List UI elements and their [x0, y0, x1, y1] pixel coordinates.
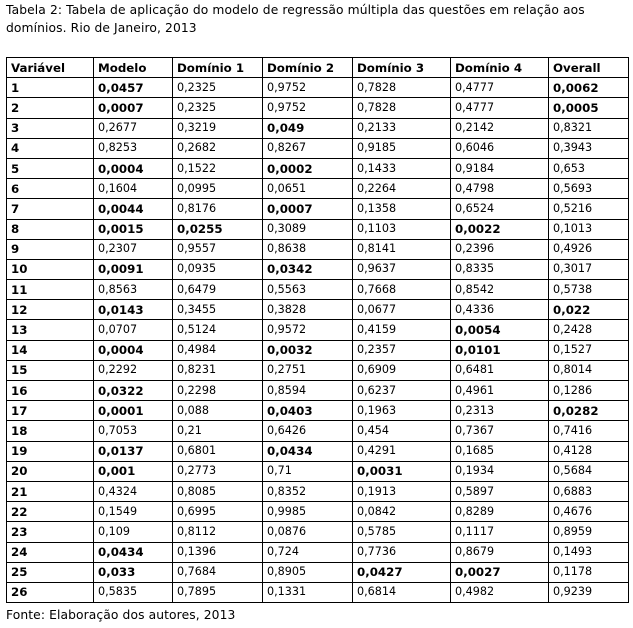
table-row [7, 522, 629, 542]
cell-modelo: 0,5835 [94, 582, 173, 602]
cell-overall: 0,0062 [549, 78, 629, 98]
cell-dominio-3: 0,6814 [353, 582, 451, 602]
cell-variavel: 22 [7, 502, 94, 522]
table-row [7, 542, 629, 562]
cell-modelo: 0,2677 [94, 118, 173, 138]
cell-dominio-4: 0,1685 [451, 441, 549, 461]
cell-modelo: 0,0015 [94, 219, 173, 239]
cell-overall: 0,5693 [549, 179, 629, 199]
cell-dominio-2: 0,8594 [263, 381, 353, 401]
header-overall: Overall [549, 58, 629, 78]
regression-table [6, 57, 629, 603]
cell-dominio-1: 0,5124 [173, 320, 263, 340]
cell-overall: 0,0005 [549, 98, 629, 118]
cell-dominio-4: 0,7367 [451, 421, 549, 441]
cell-modelo: 0,2307 [94, 239, 173, 259]
cell-variavel: 24 [7, 542, 94, 562]
table-row [7, 300, 629, 320]
table-row [7, 441, 629, 461]
table-row [7, 360, 629, 380]
cell-dominio-2: 0,9752 [263, 78, 353, 98]
cell-dominio-3: 0,1433 [353, 158, 451, 178]
cell-dominio-4: 0,5897 [451, 481, 549, 501]
cell-variavel: 15 [7, 360, 94, 380]
cell-dominio-1: 0,0255 [173, 219, 263, 239]
header-dominio-1: Domínio 1 [173, 58, 263, 78]
cell-overall: 0,4128 [549, 441, 629, 461]
cell-overall: 0,5216 [549, 199, 629, 219]
header-dominio-3: Domínio 3 [353, 58, 451, 78]
cell-dominio-1: 0,1522 [173, 158, 263, 178]
cell-dominio-1: 0,8112 [173, 522, 263, 542]
cell-dominio-4: 0,9184 [451, 158, 549, 178]
cell-overall: 0,4926 [549, 239, 629, 259]
table-row [7, 461, 629, 481]
cell-modelo: 0,8563 [94, 280, 173, 300]
cell-modelo: 0,1549 [94, 502, 173, 522]
cell-modelo: 0,1604 [94, 179, 173, 199]
cell-dominio-2: 0,71 [263, 461, 353, 481]
cell-dominio-1: 0,088 [173, 401, 263, 421]
table-row [7, 219, 629, 239]
cell-dominio-4: 0,4777 [451, 98, 549, 118]
table-row [7, 280, 629, 300]
cell-overall: 0,3943 [549, 138, 629, 158]
table-row [7, 78, 629, 98]
table-row [7, 562, 629, 582]
cell-overall: 0,9239 [549, 582, 629, 602]
cell-variavel: 13 [7, 320, 94, 340]
cell-dominio-4: 0,2313 [451, 401, 549, 421]
cell-dominio-3: 0,0677 [353, 300, 451, 320]
cell-dominio-3: 0,6909 [353, 360, 451, 380]
cell-dominio-3: 0,2264 [353, 179, 451, 199]
table-row [7, 199, 629, 219]
cell-variavel: 26 [7, 582, 94, 602]
cell-dominio-1: 0,2298 [173, 381, 263, 401]
cell-variavel: 14 [7, 340, 94, 360]
cell-dominio-2: 0,0651 [263, 179, 353, 199]
table-caption: Tabela 2: Tabela de aplicação do modelo de regressão múltipla das questões em relação aos domínios. Rio de Janeiro, 2013 [6, 3, 585, 35]
cell-dominio-1: 0,0995 [173, 179, 263, 199]
cell-dominio-1: 0,4984 [173, 340, 263, 360]
cell-overall: 0,5684 [549, 461, 629, 481]
cell-variavel: 19 [7, 441, 94, 461]
cell-variavel: 21 [7, 481, 94, 501]
cell-modelo: 0,8253 [94, 138, 173, 158]
header-variavel: Variável [7, 58, 94, 78]
cell-dominio-1: 0,2325 [173, 98, 263, 118]
cell-modelo: 0,0091 [94, 259, 173, 279]
cell-dominio-3: 0,0842 [353, 502, 451, 522]
table-row [7, 158, 629, 178]
table-row [7, 401, 629, 421]
cell-dominio-2: 0,049 [263, 118, 353, 138]
cell-modelo: 0,0007 [94, 98, 173, 118]
cell-variavel: 9 [7, 239, 94, 259]
cell-dominio-2: 0,9752 [263, 98, 353, 118]
cell-dominio-3: 0,1103 [353, 219, 451, 239]
cell-variavel: 2 [7, 98, 94, 118]
cell-dominio-4: 0,4777 [451, 78, 549, 98]
cell-modelo: 0,001 [94, 461, 173, 481]
cell-dominio-1: 0,6801 [173, 441, 263, 461]
cell-dominio-4: 0,8289 [451, 502, 549, 522]
cell-dominio-2: 0,3089 [263, 219, 353, 239]
cell-dominio-2: 0,8905 [263, 562, 353, 582]
cell-modelo: 0,0143 [94, 300, 173, 320]
table-row [7, 320, 629, 340]
cell-dominio-2: 0,8638 [263, 239, 353, 259]
cell-dominio-2: 0,1331 [263, 582, 353, 602]
cell-dominio-2: 0,3828 [263, 300, 353, 320]
cell-overall: 0,2428 [549, 320, 629, 340]
cell-variavel: 16 [7, 381, 94, 401]
cell-variavel: 6 [7, 179, 94, 199]
cell-overall: 0,653 [549, 158, 629, 178]
cell-overall: 0,7416 [549, 421, 629, 441]
cell-overall: 0,5738 [549, 280, 629, 300]
cell-dominio-2: 0,0007 [263, 199, 353, 219]
cell-dominio-1: 0,0935 [173, 259, 263, 279]
cell-dominio-4: 0,8542 [451, 280, 549, 300]
cell-dominio-1: 0,8231 [173, 360, 263, 380]
cell-dominio-2: 0,724 [263, 542, 353, 562]
cell-modelo: 0,0322 [94, 381, 173, 401]
table-row [7, 381, 629, 401]
table-row [7, 138, 629, 158]
header-modelo: Modelo [94, 58, 173, 78]
cell-dominio-1: 0,7895 [173, 582, 263, 602]
cell-dominio-4: 0,1117 [451, 522, 549, 542]
cell-dominio-2: 0,9985 [263, 502, 353, 522]
cell-overall: 0,1178 [549, 562, 629, 582]
cell-dominio-2: 0,0342 [263, 259, 353, 279]
cell-dominio-4: 0,6524 [451, 199, 549, 219]
cell-variavel: 20 [7, 461, 94, 481]
cell-dominio-1: 0,9557 [173, 239, 263, 259]
cell-dominio-1: 0,2773 [173, 461, 263, 481]
cell-dominio-4: 0,8679 [451, 542, 549, 562]
table-row [7, 340, 629, 360]
table-row [7, 481, 629, 501]
table-row [7, 118, 629, 138]
cell-variavel: 5 [7, 158, 94, 178]
cell-dominio-3: 0,0031 [353, 461, 451, 481]
cell-overall: 0,4676 [549, 502, 629, 522]
cell-dominio-1: 0,7684 [173, 562, 263, 582]
cell-dominio-3: 0,454 [353, 421, 451, 441]
cell-dominio-4: 0,0022 [451, 219, 549, 239]
cell-modelo: 0,0004 [94, 340, 173, 360]
cell-variavel: 17 [7, 401, 94, 421]
cell-dominio-4: 0,0101 [451, 340, 549, 360]
cell-variavel: 23 [7, 522, 94, 542]
cell-dominio-3: 0,2133 [353, 118, 451, 138]
cell-modelo: 0,4324 [94, 481, 173, 501]
cell-dominio-4: 0,4798 [451, 179, 549, 199]
cell-dominio-3: 0,5785 [353, 522, 451, 542]
cell-dominio-1: 0,2682 [173, 138, 263, 158]
cell-variavel: 18 [7, 421, 94, 441]
cell-dominio-2: 0,9572 [263, 320, 353, 340]
cell-overall: 0,3017 [549, 259, 629, 279]
cell-overall: 0,8959 [549, 522, 629, 542]
cell-dominio-2: 0,5563 [263, 280, 353, 300]
cell-overall: 0,8321 [549, 118, 629, 138]
cell-dominio-3: 0,1913 [353, 481, 451, 501]
cell-dominio-4: 0,4336 [451, 300, 549, 320]
cell-modelo: 0,033 [94, 562, 173, 582]
cell-dominio-1: 0,6995 [173, 502, 263, 522]
cell-modelo: 0,0434 [94, 542, 173, 562]
table-row [7, 259, 629, 279]
cell-dominio-3: 0,7736 [353, 542, 451, 562]
cell-dominio-4: 0,8335 [451, 259, 549, 279]
cell-dominio-4: 0,4961 [451, 381, 549, 401]
table-row [7, 421, 629, 441]
header-dominio-2: Domínio 2 [263, 58, 353, 78]
cell-variavel: 12 [7, 300, 94, 320]
cell-overall: 0,6883 [549, 481, 629, 501]
table-source: Fonte: Elaboração dos autores, 2013 [6, 608, 236, 622]
cell-dominio-2: 0,0002 [263, 158, 353, 178]
cell-dominio-4: 0,0054 [451, 320, 549, 340]
cell-modelo: 0,0137 [94, 441, 173, 461]
cell-dominio-1: 0,8176 [173, 199, 263, 219]
cell-dominio-2: 0,0032 [263, 340, 353, 360]
cell-modelo: 0,2292 [94, 360, 173, 380]
cell-modelo: 0,0457 [94, 78, 173, 98]
cell-dominio-3: 0,8141 [353, 239, 451, 259]
cell-dominio-2: 0,0434 [263, 441, 353, 461]
cell-variavel: 8 [7, 219, 94, 239]
cell-modelo: 0,109 [94, 522, 173, 542]
cell-dominio-4: 0,4982 [451, 582, 549, 602]
cell-dominio-3: 0,4291 [353, 441, 451, 461]
cell-dominio-4: 0,2142 [451, 118, 549, 138]
cell-dominio-4: 0,6046 [451, 138, 549, 158]
cell-overall: 0,8014 [549, 360, 629, 380]
cell-overall: 0,1527 [549, 340, 629, 360]
cell-dominio-3: 0,9637 [353, 259, 451, 279]
cell-dominio-4: 0,1934 [451, 461, 549, 481]
cell-dominio-1: 0,21 [173, 421, 263, 441]
cell-overall: 0,1286 [549, 381, 629, 401]
cell-variavel: 1 [7, 78, 94, 98]
cell-dominio-2: 0,8352 [263, 481, 353, 501]
cell-dominio-1: 0,3219 [173, 118, 263, 138]
cell-variavel: 3 [7, 118, 94, 138]
cell-modelo: 0,0001 [94, 401, 173, 421]
header-dominio-4: Domínio 4 [451, 58, 549, 78]
table-row [7, 179, 629, 199]
cell-dominio-4: 0,0027 [451, 562, 549, 582]
cell-dominio-4: 0,2396 [451, 239, 549, 259]
cell-variavel: 25 [7, 562, 94, 582]
cell-dominio-3: 0,4159 [353, 320, 451, 340]
cell-dominio-1: 0,6479 [173, 280, 263, 300]
cell-modelo: 0,7053 [94, 421, 173, 441]
cell-modelo: 0,0707 [94, 320, 173, 340]
cell-dominio-1: 0,2325 [173, 78, 263, 98]
cell-dominio-3: 0,7828 [353, 78, 451, 98]
cell-dominio-3: 0,7668 [353, 280, 451, 300]
cell-dominio-3: 0,9185 [353, 138, 451, 158]
cell-dominio-3: 0,1358 [353, 199, 451, 219]
cell-dominio-3: 0,2357 [353, 340, 451, 360]
cell-overall: 0,1493 [549, 542, 629, 562]
cell-dominio-1: 0,1396 [173, 542, 263, 562]
header-row [7, 58, 629, 78]
table-row [7, 239, 629, 259]
cell-dominio-2: 0,2751 [263, 360, 353, 380]
cell-modelo: 0,0004 [94, 158, 173, 178]
table-row [7, 502, 629, 522]
cell-variavel: 10 [7, 259, 94, 279]
cell-variavel: 7 [7, 199, 94, 219]
cell-dominio-3: 0,7828 [353, 98, 451, 118]
cell-dominio-3: 0,1963 [353, 401, 451, 421]
cell-dominio-2: 0,8267 [263, 138, 353, 158]
cell-dominio-2: 0,6426 [263, 421, 353, 441]
cell-dominio-1: 0,8085 [173, 481, 263, 501]
cell-dominio-2: 0,0876 [263, 522, 353, 542]
cell-overall: 0,022 [549, 300, 629, 320]
cell-dominio-3: 0,6237 [353, 381, 451, 401]
table-row [7, 98, 629, 118]
cell-dominio-4: 0,6481 [451, 360, 549, 380]
cell-overall: 0,0282 [549, 401, 629, 421]
cell-dominio-2: 0,0403 [263, 401, 353, 421]
table-body [7, 78, 629, 603]
cell-overall: 0,1013 [549, 219, 629, 239]
cell-dominio-3: 0,0427 [353, 562, 451, 582]
cell-modelo: 0,0044 [94, 199, 173, 219]
cell-variavel: 4 [7, 138, 94, 158]
table-row [7, 582, 629, 602]
cell-variavel: 11 [7, 280, 94, 300]
cell-dominio-1: 0,3455 [173, 300, 263, 320]
